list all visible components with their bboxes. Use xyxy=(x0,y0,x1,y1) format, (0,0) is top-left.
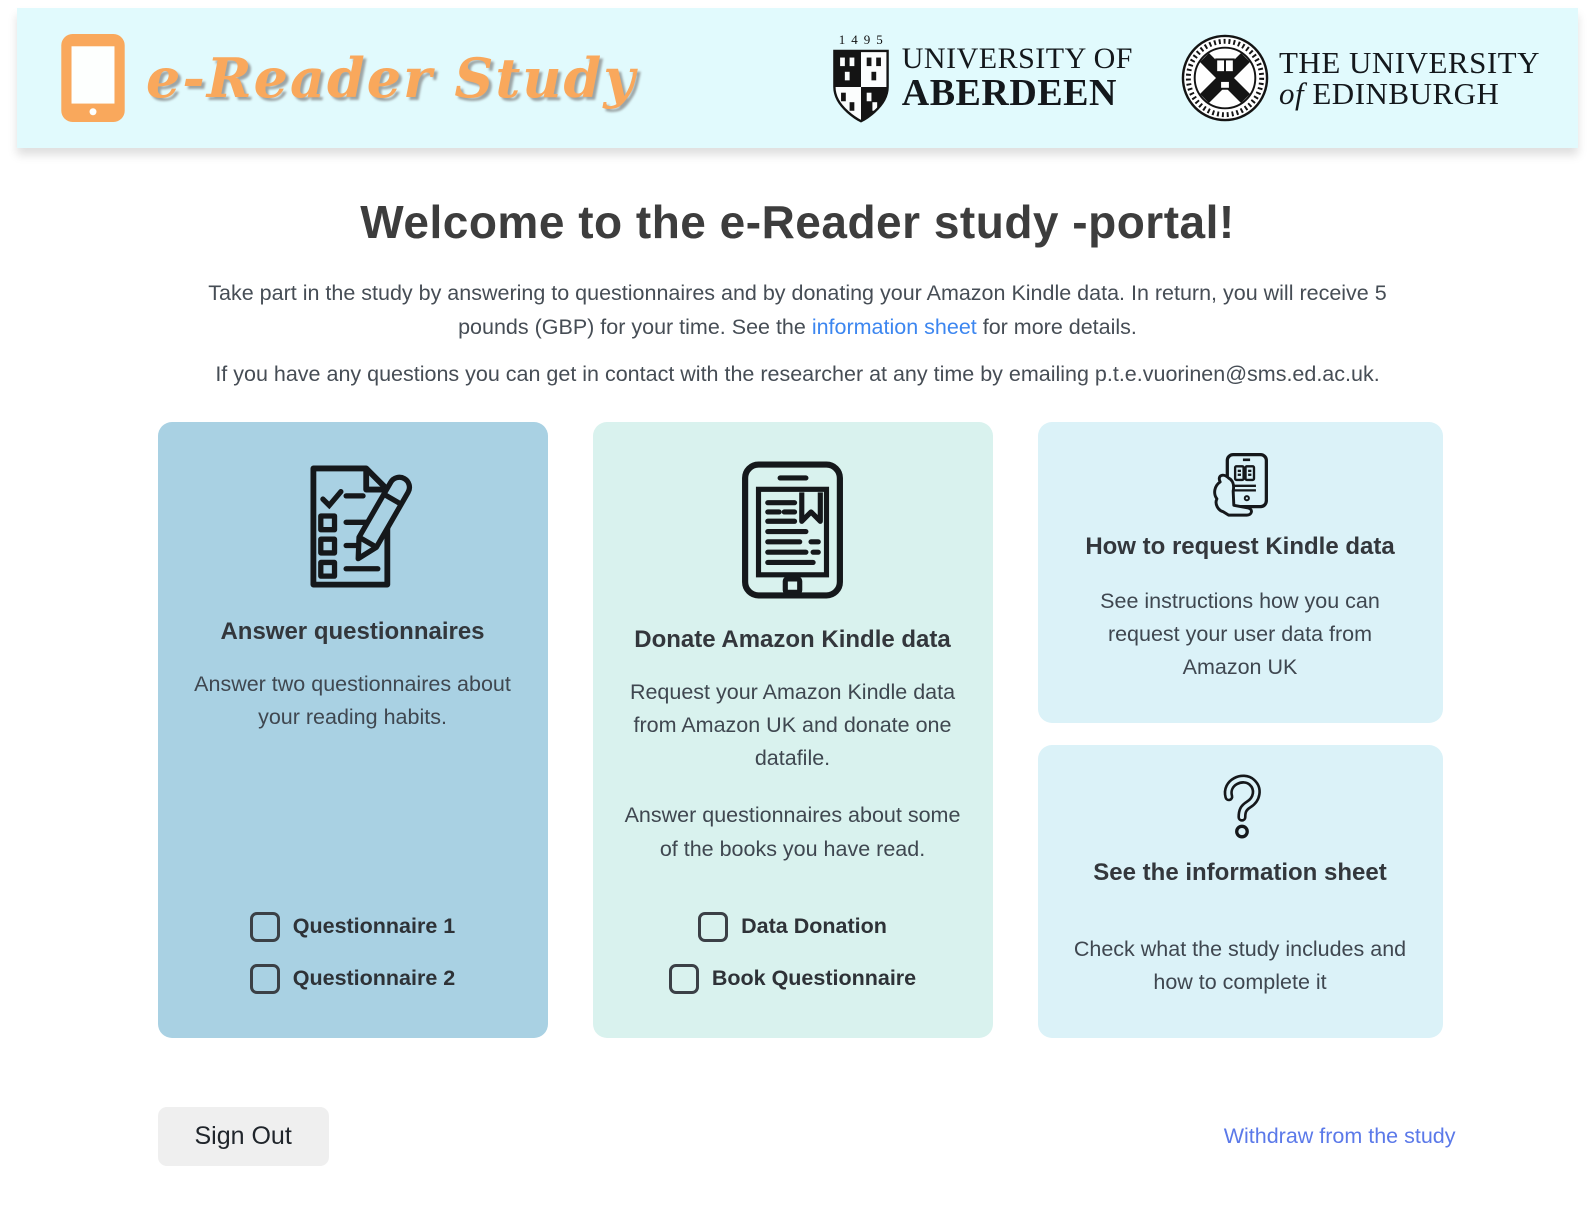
main-content xyxy=(158,195,1456,1166)
checklist-pencil-icon xyxy=(292,460,414,592)
cards-grid xyxy=(158,422,1438,1038)
book-questionnaire-checkbox[interactable] xyxy=(669,964,699,994)
withdraw-link[interactable]: Withdraw from the study xyxy=(1223,1123,1456,1148)
app-title: e-Reader Study xyxy=(146,46,637,110)
app-logo xyxy=(60,33,637,123)
donation-card xyxy=(593,422,993,1038)
header-banner xyxy=(17,8,1578,148)
book-questionnaire-row[interactable]: Book Questionnaire xyxy=(669,964,916,994)
donation-checkbox-list xyxy=(669,912,916,1000)
ereader-bookmark-icon xyxy=(741,460,844,600)
footer-bar xyxy=(158,1107,1456,1166)
questionnaire-1-checkbox[interactable] xyxy=(250,912,280,942)
tablet-icon xyxy=(60,33,126,123)
aberdeen-wordmark: UNIVERSITY OF ABERDEEN xyxy=(901,42,1133,114)
questionnaires-card xyxy=(158,422,548,1038)
edinburgh-crest-icon xyxy=(1181,34,1269,122)
questionnaire-1-row[interactable]: Questionnaire 1 xyxy=(250,912,456,942)
intro-paragraph: Take part in the study by answering to questionnaires and by donating your Amazon Kindle data. In return, you will receive 5 pounds (GBP) for your time. See the information sheet for more details. xyxy=(208,281,1387,339)
aberdeen-shield-icon xyxy=(830,49,892,125)
data-donation-checkbox[interactable] xyxy=(698,912,728,942)
card-body: See instructions how you can request your user data from Amazon UK xyxy=(1100,588,1380,680)
questionnaire-2-checkbox[interactable] xyxy=(250,964,280,994)
questionnaire-2-row[interactable]: Questionnaire 2 xyxy=(250,964,456,994)
questionnaire-checkbox-list xyxy=(250,912,456,1000)
hand-holding-tablet-icon xyxy=(1197,452,1283,517)
sign-out-button[interactable]: Sign Out xyxy=(158,1107,329,1166)
info-sheet-card[interactable] xyxy=(1038,745,1443,1038)
aberdeen-logo xyxy=(830,32,1133,125)
information-sheet-link[interactable]: information sheet xyxy=(811,314,977,339)
data-donation-row[interactable]: Data Donation xyxy=(698,912,887,942)
help-cards-column xyxy=(1038,422,1443,1038)
card-title: How to request Kindle data xyxy=(1085,532,1395,560)
question-mark-icon xyxy=(1201,773,1279,845)
aberdeen-year: 1495 xyxy=(838,31,889,47)
university-logos xyxy=(830,32,1540,125)
card-title: Donate Amazon Kindle data xyxy=(634,625,951,653)
kindle-help-card[interactable] xyxy=(1038,422,1443,723)
edinburgh-wordmark: THE UNIVERSITY of EDINBURGH xyxy=(1279,45,1540,111)
card-title: See the information sheet xyxy=(1093,858,1387,886)
card-body-2: Answer questionnaires about some of the books you have read. xyxy=(624,803,961,861)
card-body: Answer two questionnaires about your reading habits. xyxy=(194,671,511,729)
card-title: Answer questionnaires xyxy=(220,617,485,645)
card-body: Check what the study includes and how to complete it xyxy=(1073,936,1407,995)
edinburgh-logo xyxy=(1181,34,1540,122)
card-body-1: Request your Amazon Kindle data from Amazon UK and donate one datafile. xyxy=(629,679,956,771)
page-title: Welcome to the e-Reader study -portal! xyxy=(360,196,1235,248)
contact-paragraph: If you have any questions you can get in contact with the researcher at any time by emailing p.t.e.vuorinen@sms.ed.ac.uk. xyxy=(215,361,1380,386)
